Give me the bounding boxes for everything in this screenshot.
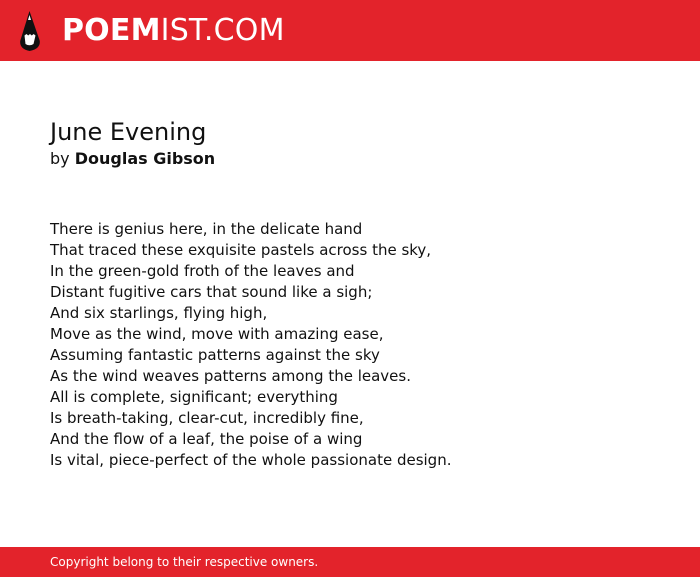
site-logo-text bbox=[62, 10, 285, 52]
logo-strong-text: POEM bbox=[62, 13, 161, 48]
poem-body bbox=[50, 219, 650, 471]
by-label: by bbox=[50, 149, 70, 168]
poem-line: Distant fugitive cars that sound like a sigh; bbox=[50, 283, 373, 301]
site-logo-link[interactable] bbox=[18, 10, 285, 52]
site-footer bbox=[0, 547, 700, 577]
poem-line: In the green-gold froth of the leaves and bbox=[50, 262, 355, 280]
poem-line: There is genius here, in the delicate hand bbox=[50, 220, 363, 238]
poem-line: As the wind weaves patterns among the leaves. bbox=[50, 367, 411, 385]
poem-title: June Evening bbox=[50, 118, 207, 146]
poem-line: And the flow of a leaf, the poise of a wing bbox=[50, 430, 363, 448]
poem-line: Is vital, piece-perfect of the whole passionate design. bbox=[50, 451, 452, 469]
poem-line: All is complete, significant; everything bbox=[50, 388, 338, 406]
pencil-icon bbox=[18, 10, 42, 52]
copyright-text: Copyright belong to their respective owners. bbox=[50, 555, 319, 569]
poem-line: And six starlings, flying high, bbox=[50, 304, 268, 322]
poem-line: Is breath-taking, clear-cut, incredibly fine, bbox=[50, 409, 364, 427]
logo-light-text: IST.COM bbox=[160, 13, 285, 48]
poem-line: That traced these exquisite pastels across the sky, bbox=[50, 241, 432, 259]
site-header bbox=[0, 0, 700, 61]
poem-line: Move as the wind, move with amazing ease, bbox=[50, 325, 384, 343]
poem-content bbox=[50, 118, 650, 471]
poem-line: Assuming fantastic patterns against the sky bbox=[50, 346, 380, 364]
poem-author: Douglas Gibson bbox=[74, 149, 216, 168]
poem-byline bbox=[50, 149, 650, 169]
